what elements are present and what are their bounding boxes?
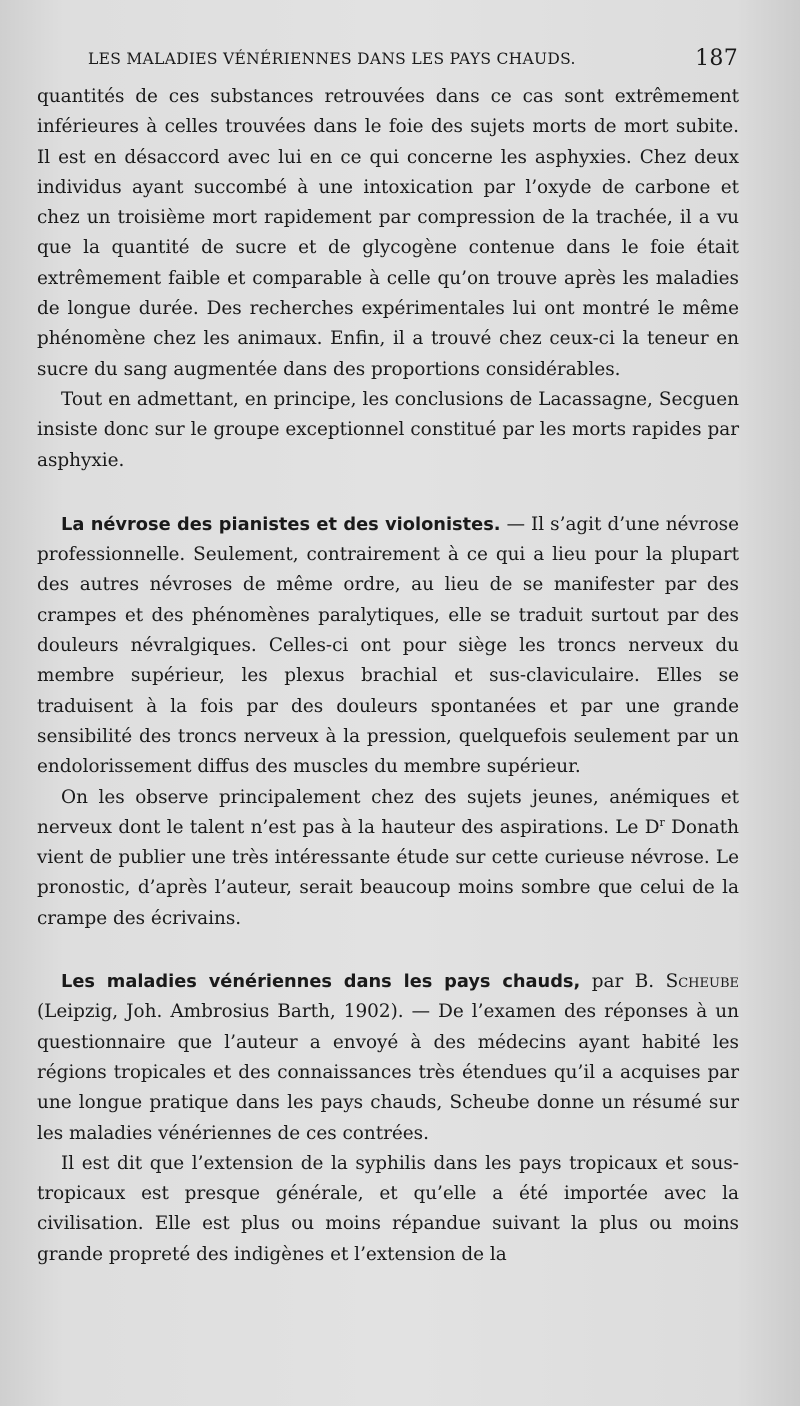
paragraph-conclusions: Tout en admettant, en principe, les conclusions de Lacassagne, Secguen insiste donc sur le groupe exceptionnel constitué par les morts rapides par asphyxie. — [37, 388, 739, 471]
doctor-superscript: r — [659, 815, 665, 829]
paragraph-donath-part-1: On les observe principalement chez des sujets jeunes, anémiques et nerveux dont le talent n’est pas à la hauteur des aspirations. Le D — [37, 786, 739, 838]
paragraph-continued: quantités de ces substances retrouvées dans ce cas sont extrêmement inférieures à celles trouvées dans le foie des sujets morts de mort subite. Il est en désaccord avec lui en ce qui concerne les asphyxies. Chez deux individus ayant succombé à une intoxication par l’oxyde de carbone et chez un troisième mort rapidement par compression de la trachée, il a vu que la quantité de sucre et de glycogène contenue dans le foie était extrêmement faible et comparable à celle qu’on trouve après les maladies de longue durée. Des recherches expérimentales lui ont montré le même phénomène chez les animaux. Enfin, il a trouvé chez ceux-ci la teneur en sucre du sang augmentée dans des proportions considérables. — [37, 86, 739, 380]
section-venereal-text: (Leipzig, Joh. Ambrosius Barth, 1902). — De l’examen des réponses à un questionnaire que l’auteur a envoyé à des médecins ayant habité les régions tropicales et des connaissances très étendues qu’il a acquises par une longue pratique dans les pays chauds, Scheube donne un résumé sur les maladies vénériennes de ces contrées. — [37, 1001, 739, 1144]
section-venereal — [37, 967, 739, 1149]
page-number: 187 — [695, 46, 738, 71]
section-pianists — [37, 510, 739, 783]
section-venereal-byline: par B. — [580, 971, 666, 993]
section-heading-venereal: Les maladies vénériennes dans les pays chauds, — [61, 971, 581, 993]
section-heading-pianists: La névrose des pianistes et des violonistes. — [61, 513, 501, 535]
paragraph-donath-part-2: Donath vient de publier une très intéressante étude sur cette curieuse névrose. Le pronostic, d’après l’auteur, serait beaucoup moins sombre que celui de la crampe des écrivains. — [37, 816, 739, 929]
paragraph-donath — [37, 783, 739, 934]
running-title: LES MALADIES VÉNÉRIENNES DANS LES PAYS CHAUDS. — [88, 50, 576, 68]
page-text — [37, 82, 739, 1270]
paragraph-syphilis: Il est dit que l’extension de la syphilis dans les pays tropicaux et sous-tropicaux est presque générale, et qu’elle a été importée avec la civilisation. Elle est plus ou moins répandue suivant la plus ou moins grande propreté des indigènes et l’extension de la — [37, 1152, 739, 1265]
running-header — [88, 46, 738, 76]
author-name: Scheube — [665, 971, 739, 993]
section-pianists-text: — Il s’agit d’une névrose professionnelle. Seulement, contrairement à ce qui a lieu pour la plupart des autres névroses de même ordre, au lieu de se manifester par des crampes et des phénomènes paralytiques, elle se traduit surtout par des douleurs névralgiques. Celles-ci ont pour siège les troncs nerveux du membre supérieur, les plexus brachial et sus-claviculaire. Elles se traduisent à la fois par des douleurs spontanées et par une grande sensibilité des troncs nerveux à la pression, quelquefois seulement par un endolorissement diffus des muscles du membre supérieur. — [37, 513, 739, 778]
